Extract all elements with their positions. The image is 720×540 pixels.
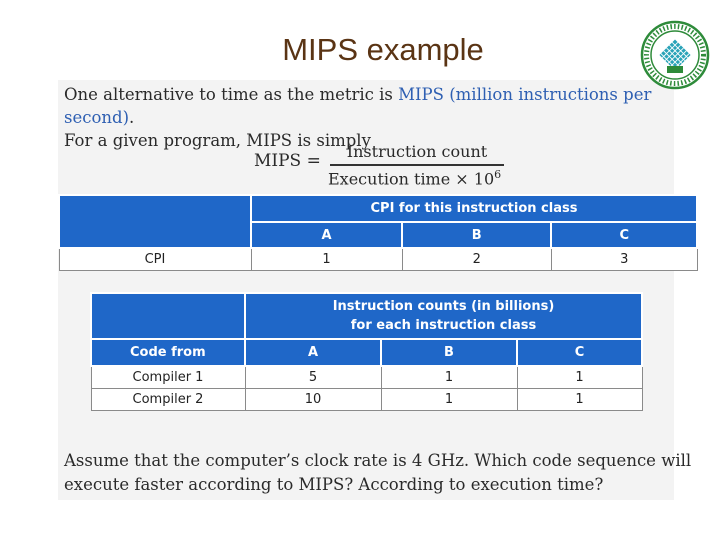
cpi-col-a: A [251, 222, 402, 248]
compiler-1-c: 1 [517, 366, 642, 388]
counts-group-header-line-2: for each instruction class [350, 318, 537, 333]
slide-title: MIPS example [282, 32, 484, 67]
cpi-table [58, 194, 698, 271]
question-text [64, 449, 704, 497]
cpi-value-a: 1 [251, 248, 402, 270]
question-line-1: Assume that the computer’s clock rate is 4 GHz. Which code sequence will [64, 451, 692, 470]
counts-group-header-line-1: Instruction counts (in billions) [332, 299, 555, 314]
cpi-value-c: 3 [551, 248, 697, 270]
formula-numerator: Instruction count [346, 142, 488, 161]
cpi-table-corner [59, 195, 251, 248]
counts-group-header [245, 293, 642, 339]
formula-lhs: MIPS = [254, 151, 321, 171]
table-row [91, 388, 642, 410]
counts-col-b: B [381, 339, 517, 366]
intro-line-2: For a given program, MIPS is simply [64, 131, 371, 150]
compiler-2-c: 1 [517, 388, 642, 410]
formula-denominator-text: Execution time × 10 [328, 169, 495, 189]
cpi-group-header: CPI for this instruction class [251, 195, 697, 222]
question-line-2: execute faster according to MIPS? According to execution time? [64, 475, 604, 494]
intro-line-1-text: One alternative to time as the metric is [64, 85, 399, 104]
counts-col-a: A [245, 339, 381, 366]
compiler-1-a: 5 [245, 366, 381, 388]
formula-exponent: 6 [494, 168, 502, 181]
intro-line-1 [64, 83, 714, 129]
instruction-counts-table [90, 292, 643, 411]
compiler-2-b: 1 [381, 388, 517, 410]
mips-definition-highlight: MIPS (million instructions per second) [64, 85, 652, 127]
institution-logo-icon [640, 20, 710, 90]
compiler-1-label: Compiler 1 [91, 366, 245, 388]
intro-line-1-end: . [129, 108, 135, 127]
cpi-value-b: 2 [402, 248, 551, 270]
table-row [91, 366, 642, 388]
counts-col-c: C [517, 339, 642, 366]
counts-table-corner [91, 293, 245, 339]
formula-denominator [328, 166, 506, 188]
compiler-1-b: 1 [381, 366, 517, 388]
compiler-2-a: 10 [245, 388, 381, 410]
cpi-col-b: B [402, 222, 551, 248]
code-from-header: Code from [91, 339, 245, 366]
cpi-row-label: CPI [59, 248, 251, 270]
compiler-2-label: Compiler 2 [91, 388, 245, 410]
cpi-col-c: C [551, 222, 697, 248]
formula-fraction [328, 142, 506, 188]
